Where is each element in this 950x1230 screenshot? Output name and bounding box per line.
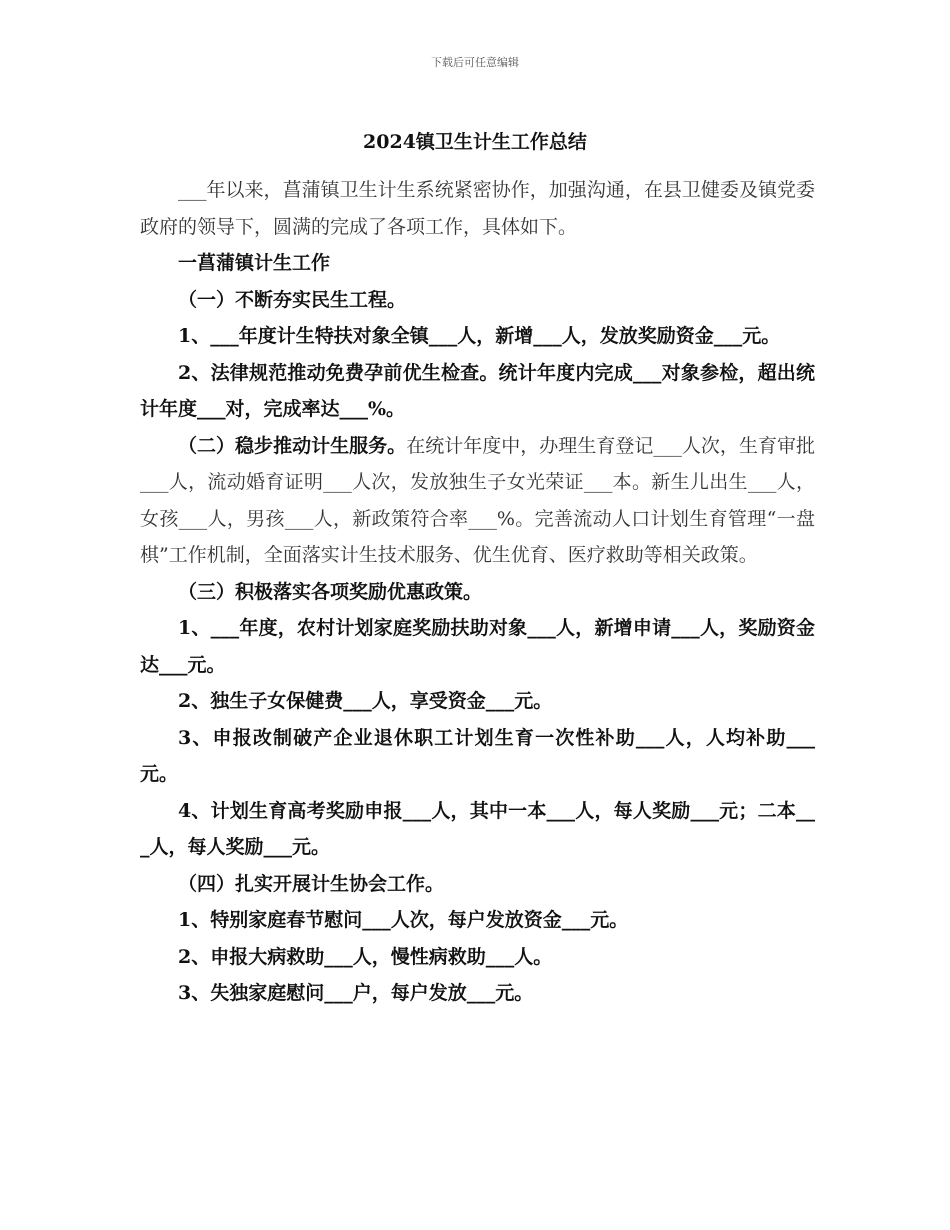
document-body [140, 172, 815, 1012]
paragraph-text: 在统计年度中，办理生育登记___人次，生育审批___人，流动婚育证明___人次，发放独生子女光荣证___本。新生儿出生___人，女孩___人，男孩___人，新政策符合率___%。完善流动人口计划生育管理“一盘棋”工作机制，全面落实计生技术服务、优生优育、医疗救助等相关政策。 [140, 434, 815, 566]
list-item: 2、法律规范推动免费孕前优生检查。统计年度内完成___对象参检，超出统计年度___对，完成率达___%。 [140, 361, 815, 420]
list-item: 1、___年度，农村计划家庭奖励扶助对象___人，新增申请___人，奖励资金达___元。 [140, 617, 815, 676]
list-item: 2、申报大病救助___人，慢性病救助___人。 [178, 945, 553, 968]
subsection-heading: （一）不断夯实民生工程。 [178, 288, 407, 311]
subsection-heading: （二）稳步推动计生服务。 [178, 434, 407, 457]
section-heading: 一菖蒲镇计生工作 [178, 252, 331, 274]
list-item: 1、___年度计生特扶对象全镇___人，新增___人，发放奖励资金___元。 [178, 325, 781, 347]
subsection-heading: （三）积极落实各项奖励优惠政策。 [178, 580, 483, 603]
document-title: 2024镇卫生计生工作总结 [363, 131, 587, 153]
header-note: 下载后可任意编辑 [431, 56, 519, 69]
list-item: 3、申报改制破产企业退休职工计划生育一次性补助___人，人均补助___元。 [140, 726, 815, 785]
subsection-heading: （四）扎实开展计生协会工作。 [178, 872, 445, 895]
list-item: 2、独生子女保健费___人，享受资金___元。 [178, 690, 553, 712]
list-item: 4、计划生育高考奖励申报___人，其中一本___人，每人奖励___元；二本___人，每人奖励___元。 [140, 799, 815, 858]
list-item: 3、失独家庭慰问___户，每户发放___元。 [178, 982, 534, 1004]
service-paragraph [140, 428, 815, 574]
list-item: 1、特别家庭春节慰问___人次，每户发放资金___元。 [178, 909, 629, 931]
intro-paragraph: ___年以来，菖蒲镇卫生计生系统紧密协作，加强沟通，在县卫健委及镇党委政府的领导下，圆满的完成了各项工作，具体如下。 [140, 179, 815, 238]
